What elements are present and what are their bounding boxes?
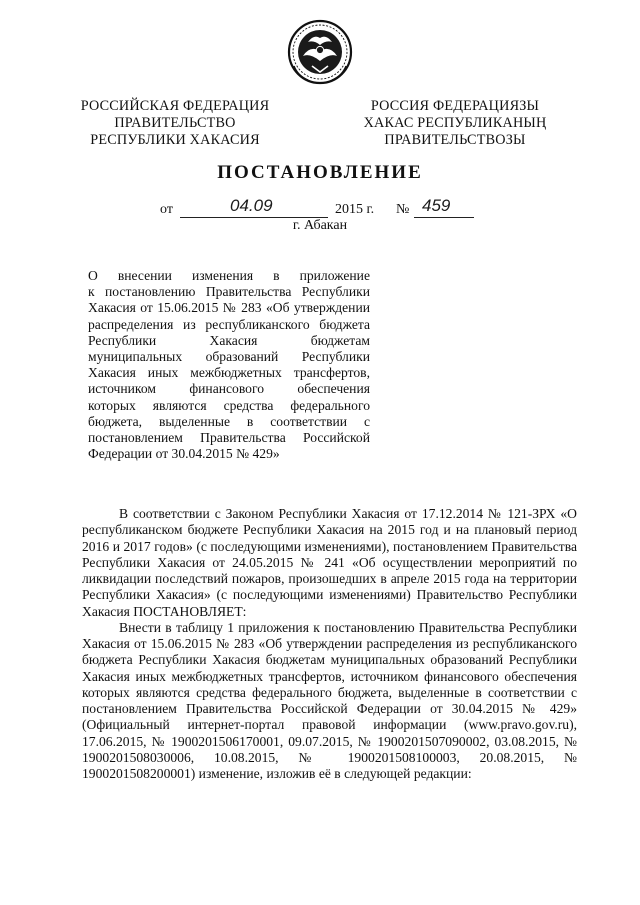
header-right-line: ПРАВИТЕЛЬСТВОЗЫ [384, 132, 526, 148]
header-left-block [50, 98, 300, 149]
year-label: 2015 г. [335, 202, 375, 217]
handwritten-number: 459 [422, 196, 451, 215]
subject-line: Республики Хакасия бюджетам [88, 332, 370, 348]
coat-of-arms-emblem [286, 18, 354, 86]
header-left-line: РЕСПУБЛИКИ ХАКАСИЯ [90, 132, 260, 148]
subject-line: которых являются средства федерального [88, 397, 370, 413]
body-paragraph: Внести в таблицу 1 приложения к постановлению Правительства Республики Хакасия от 15.06.2015 № 283 «Об утверждении распределения из республиканского бюджета Республики Хакасия бюджетам муниципальных образований Республики Хакасия иных межбюджетных трансфертов, источником финансового обеспечения которых являются средства федерального бюджета, выделенные в соответствии с постановлением Правительства Российской Федерации от 30.04.2015 № 429» (Официальный интернет-портал правовой информации (www.pravo.gov.ru), 17.06.2015, № 1900201506170001, 09.07.2015, № 1900201507090002, 03.08.2015, № 1900201508030006, 10.08.2015, № 1900201508100003, 20.08.2015, № 1900201508200001) изменение, изложив её в следующей редакции: [82, 619, 577, 781]
subject-line: бюджета, выделенные в соответствии с [88, 413, 370, 429]
header-right-line: ХАКАС РЕСПУБЛИКАНЫҢ [363, 115, 547, 131]
subject-line: О внесении изменения в приложение [88, 268, 370, 283]
subject-line: к постановлению Правительства Республики [88, 284, 370, 300]
subject-line: Хакасия от 15.06.2015 № 283 «Об утверждении [88, 300, 370, 316]
number-sign: № [396, 202, 410, 217]
subject-line: постановлением Правительства Российской [88, 430, 370, 446]
header-right-block [330, 98, 580, 149]
city-label: г. Абакан [292, 218, 348, 233]
date-number-line [150, 196, 530, 218]
header-left-line: РОССИЙСКАЯ ФЕДЕРАЦИЯ [80, 98, 270, 114]
date-prefix: от [160, 202, 173, 217]
subject-line: распределения из республиканского бюджета [88, 316, 370, 332]
subject-block [88, 268, 370, 462]
subject-line: Федерации от 30.04.2015 № 429» [88, 446, 280, 462]
document-title: ПОСТАНОВЛЕНИЕ [217, 162, 423, 183]
header-left-line: ПРАВИТЕЛЬСТВО [114, 115, 236, 131]
subject-line: муниципальных образований Республики [88, 349, 370, 365]
subject-line: Хакасия иных межбюджетных трансфертов, [88, 365, 370, 381]
document-body [82, 506, 577, 782]
body-paragraph: В соответствии с Законом Республики Хакасия от 17.12.2014 № 121-ЗРХ «О республиканском бюджете Республики Хакасия на 2015 год и на плановый период 2016 и 2017 годов» (с последующими изменениями), постановлением Правительства Республики Хакасия от 24.05.2015 № 241 «Об осуществлении мероприятий по ликвидации последствий пожаров, произошедших в апреле 2015 года на территории Республики Хакасия» (с последующими изменениями) Правительство Республики Хакасия ПОСТАНОВЛЯЕТ: [82, 506, 577, 619]
subject-line: источником финансового обеспечения [88, 381, 370, 397]
handwritten-date: 04.09 [230, 196, 273, 215]
header-right-line: РОССИЯ ФЕДЕРАЦИЯЗЫ [370, 98, 540, 114]
